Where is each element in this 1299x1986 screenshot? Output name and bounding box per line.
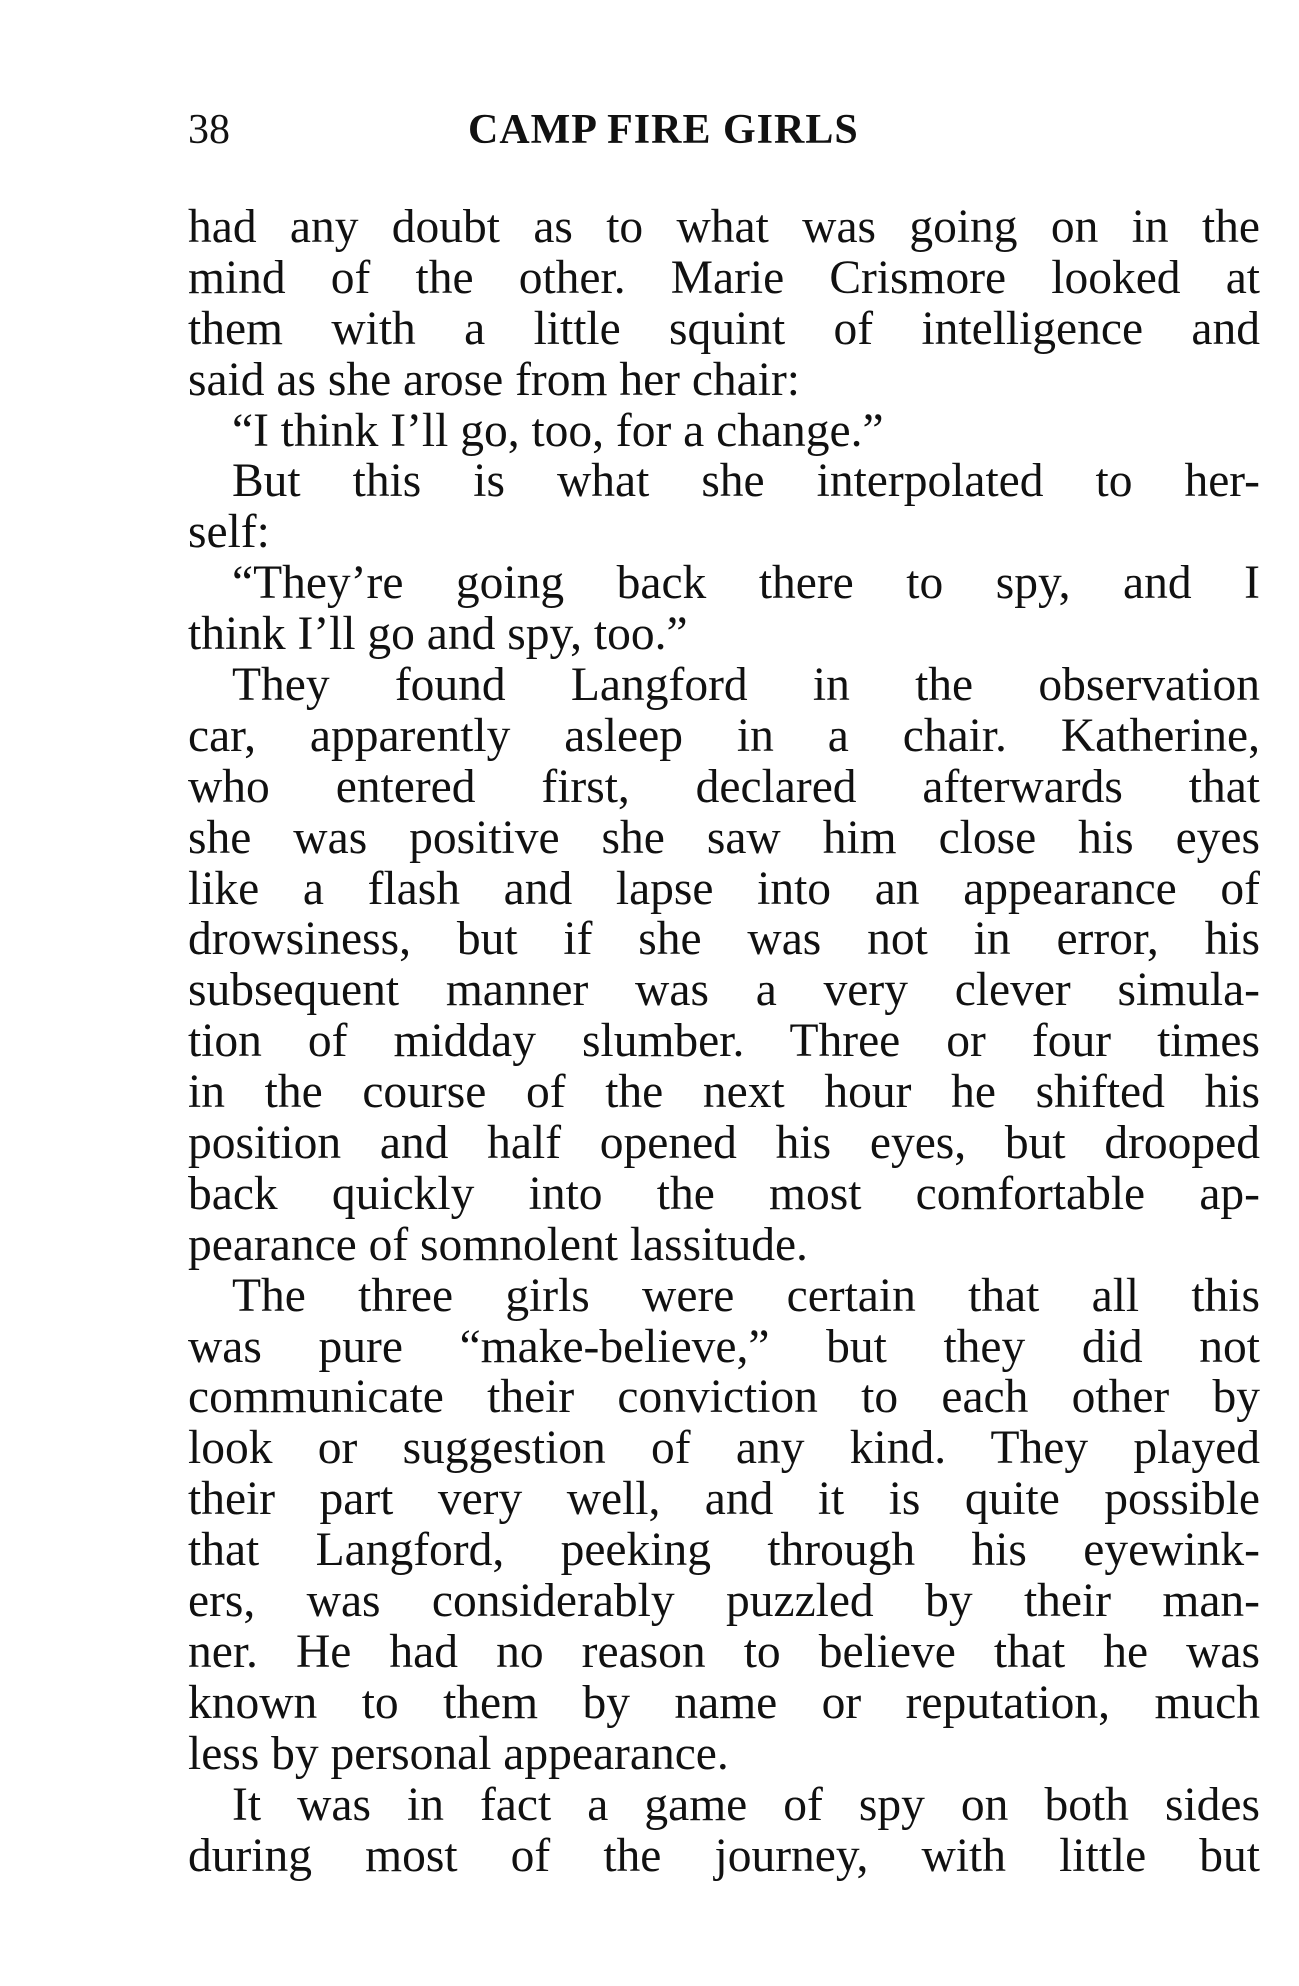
text-line: car, apparently asleep in a chair. Katherine, (188, 709, 1260, 762)
text-line: during most of the journey, with little but (188, 1829, 1260, 1882)
text-line: The three girls were certain that all this (232, 1269, 1260, 1322)
text-line: look or suggestion of any kind. They played (188, 1422, 1260, 1475)
text-line: was pure “make-believe,” but they did not (188, 1320, 1260, 1373)
text-line: communicate their conviction to each other by (188, 1371, 1260, 1424)
text-line: said as she arose from her chair: (188, 353, 800, 406)
text-line: that Langford, peeking through his eyewink- (188, 1524, 1260, 1577)
body-text (188, 202, 1260, 1881)
text-line: like a flash and lapse into an appearance of (188, 862, 1260, 915)
text-line: who entered first, declared afterwards that (188, 760, 1260, 813)
text-line: less by personal appearance. (188, 1727, 729, 1780)
text-line: pearance of somnolent lassitude. (188, 1218, 808, 1271)
text-line: in the course of the next hour he shifted his (188, 1066, 1260, 1119)
running-head (188, 100, 1260, 160)
text-line: them with a little squint of intelligence and (188, 302, 1260, 355)
text-line: their part very well, and it is quite possible (188, 1473, 1260, 1526)
text-line: “They’re going back there to spy, and I (232, 557, 1260, 610)
text-line: “I think I’ll go, too, for a change.” (232, 404, 884, 457)
text-line: self: (188, 506, 270, 559)
text-line: mind of the other. Marie Crismore looked at (188, 251, 1260, 304)
text-line: tion of midday slumber. Three or four times (188, 1015, 1260, 1068)
text-line: ner. He had no reason to believe that he was (188, 1625, 1260, 1678)
text-line: had any doubt as to what was going on in the (188, 201, 1260, 253)
text-line: known to them by name or reputation, much (188, 1676, 1260, 1729)
text-line: position and half opened his eyes, but drooped (188, 1117, 1260, 1170)
text-line: ers, was considerably puzzled by their man- (188, 1575, 1260, 1628)
text-line: They found Langford in the observation (232, 659, 1260, 712)
running-title: CAMP FIRE GIRLS (468, 107, 859, 153)
text-line: subsequent manner was a very clever simula- (188, 964, 1260, 1017)
text-line: back quickly into the most comfortable ap- (188, 1167, 1260, 1220)
page-number: 38 (188, 107, 230, 153)
text-line: It was in fact a game of spy on both sides (232, 1778, 1260, 1831)
text-line: drowsiness, but if she was not in error, his (188, 913, 1260, 966)
text-line: But this is what she interpolated to her- (232, 455, 1260, 508)
text-line: think I’ll go and spy, too.” (188, 608, 688, 661)
text-line: she was positive she saw him close his eyes (188, 811, 1260, 864)
